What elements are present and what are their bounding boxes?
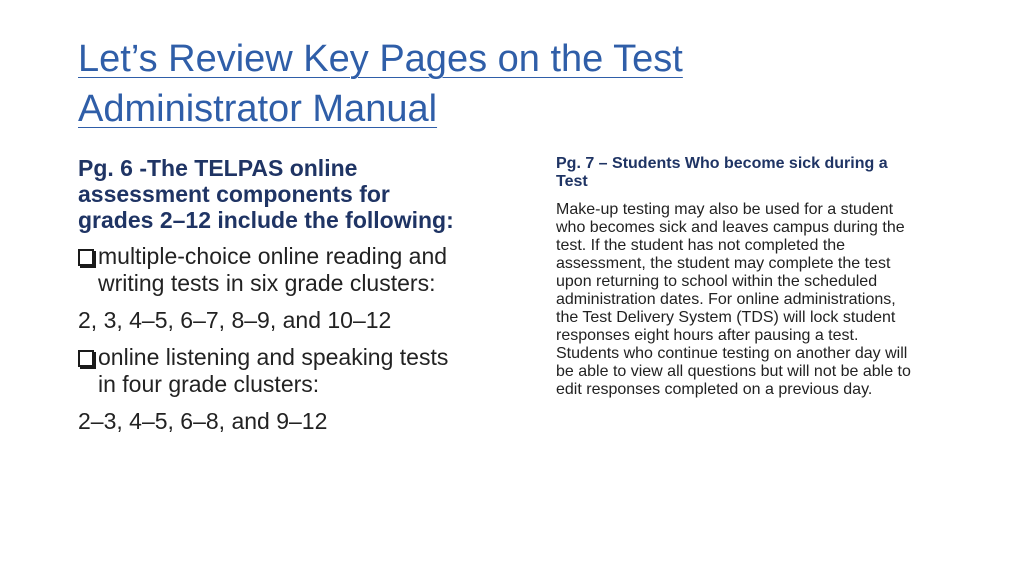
bullet-item-listening-speaking [78,344,458,398]
checkbox-bullet-icon [78,350,94,367]
right-column [556,155,916,399]
bullet-text: multiple-choice online reading and writing tests in six grade clusters: [98,243,448,296]
checkbox-bullet-icon [78,249,94,266]
right-body-text: Make-up testing may also be used for a student who becomes sick and leaves campus during the test. If the student has not completed the assessment, the student may complete the test upon returning to school within the scheduled administration dates. For online administrations, the Test Delivery System (TDS) will lock student responses eight hours after pausing a test. Students who continue testing on another day will be able to view all questions but will not be able to edit responses completed on a previous day. [556,201,911,398]
slide-title-text[interactable]: Let’s Review Key Pages on the Test Administrator Manual [78,38,683,130]
slide-title [78,34,798,134]
bullet-item-reading-writing [78,243,458,297]
right-heading: Pg. 7 – Students Who become sick during a Test [556,155,888,190]
bullet-text: online listening and speaking tests in four grade clusters: [98,344,449,397]
left-column [78,155,458,435]
left-heading: Pg. 6 -The TELPAS online assessment components for grades 2–12 include the following: [78,155,454,233]
grade-clusters-reading-writing: 2, 3, 4–5, 6–7, 8–9, and 10–12 [78,307,392,333]
grade-clusters-listening-speaking: 2–3, 4–5, 6–8, and 9–12 [78,408,328,434]
